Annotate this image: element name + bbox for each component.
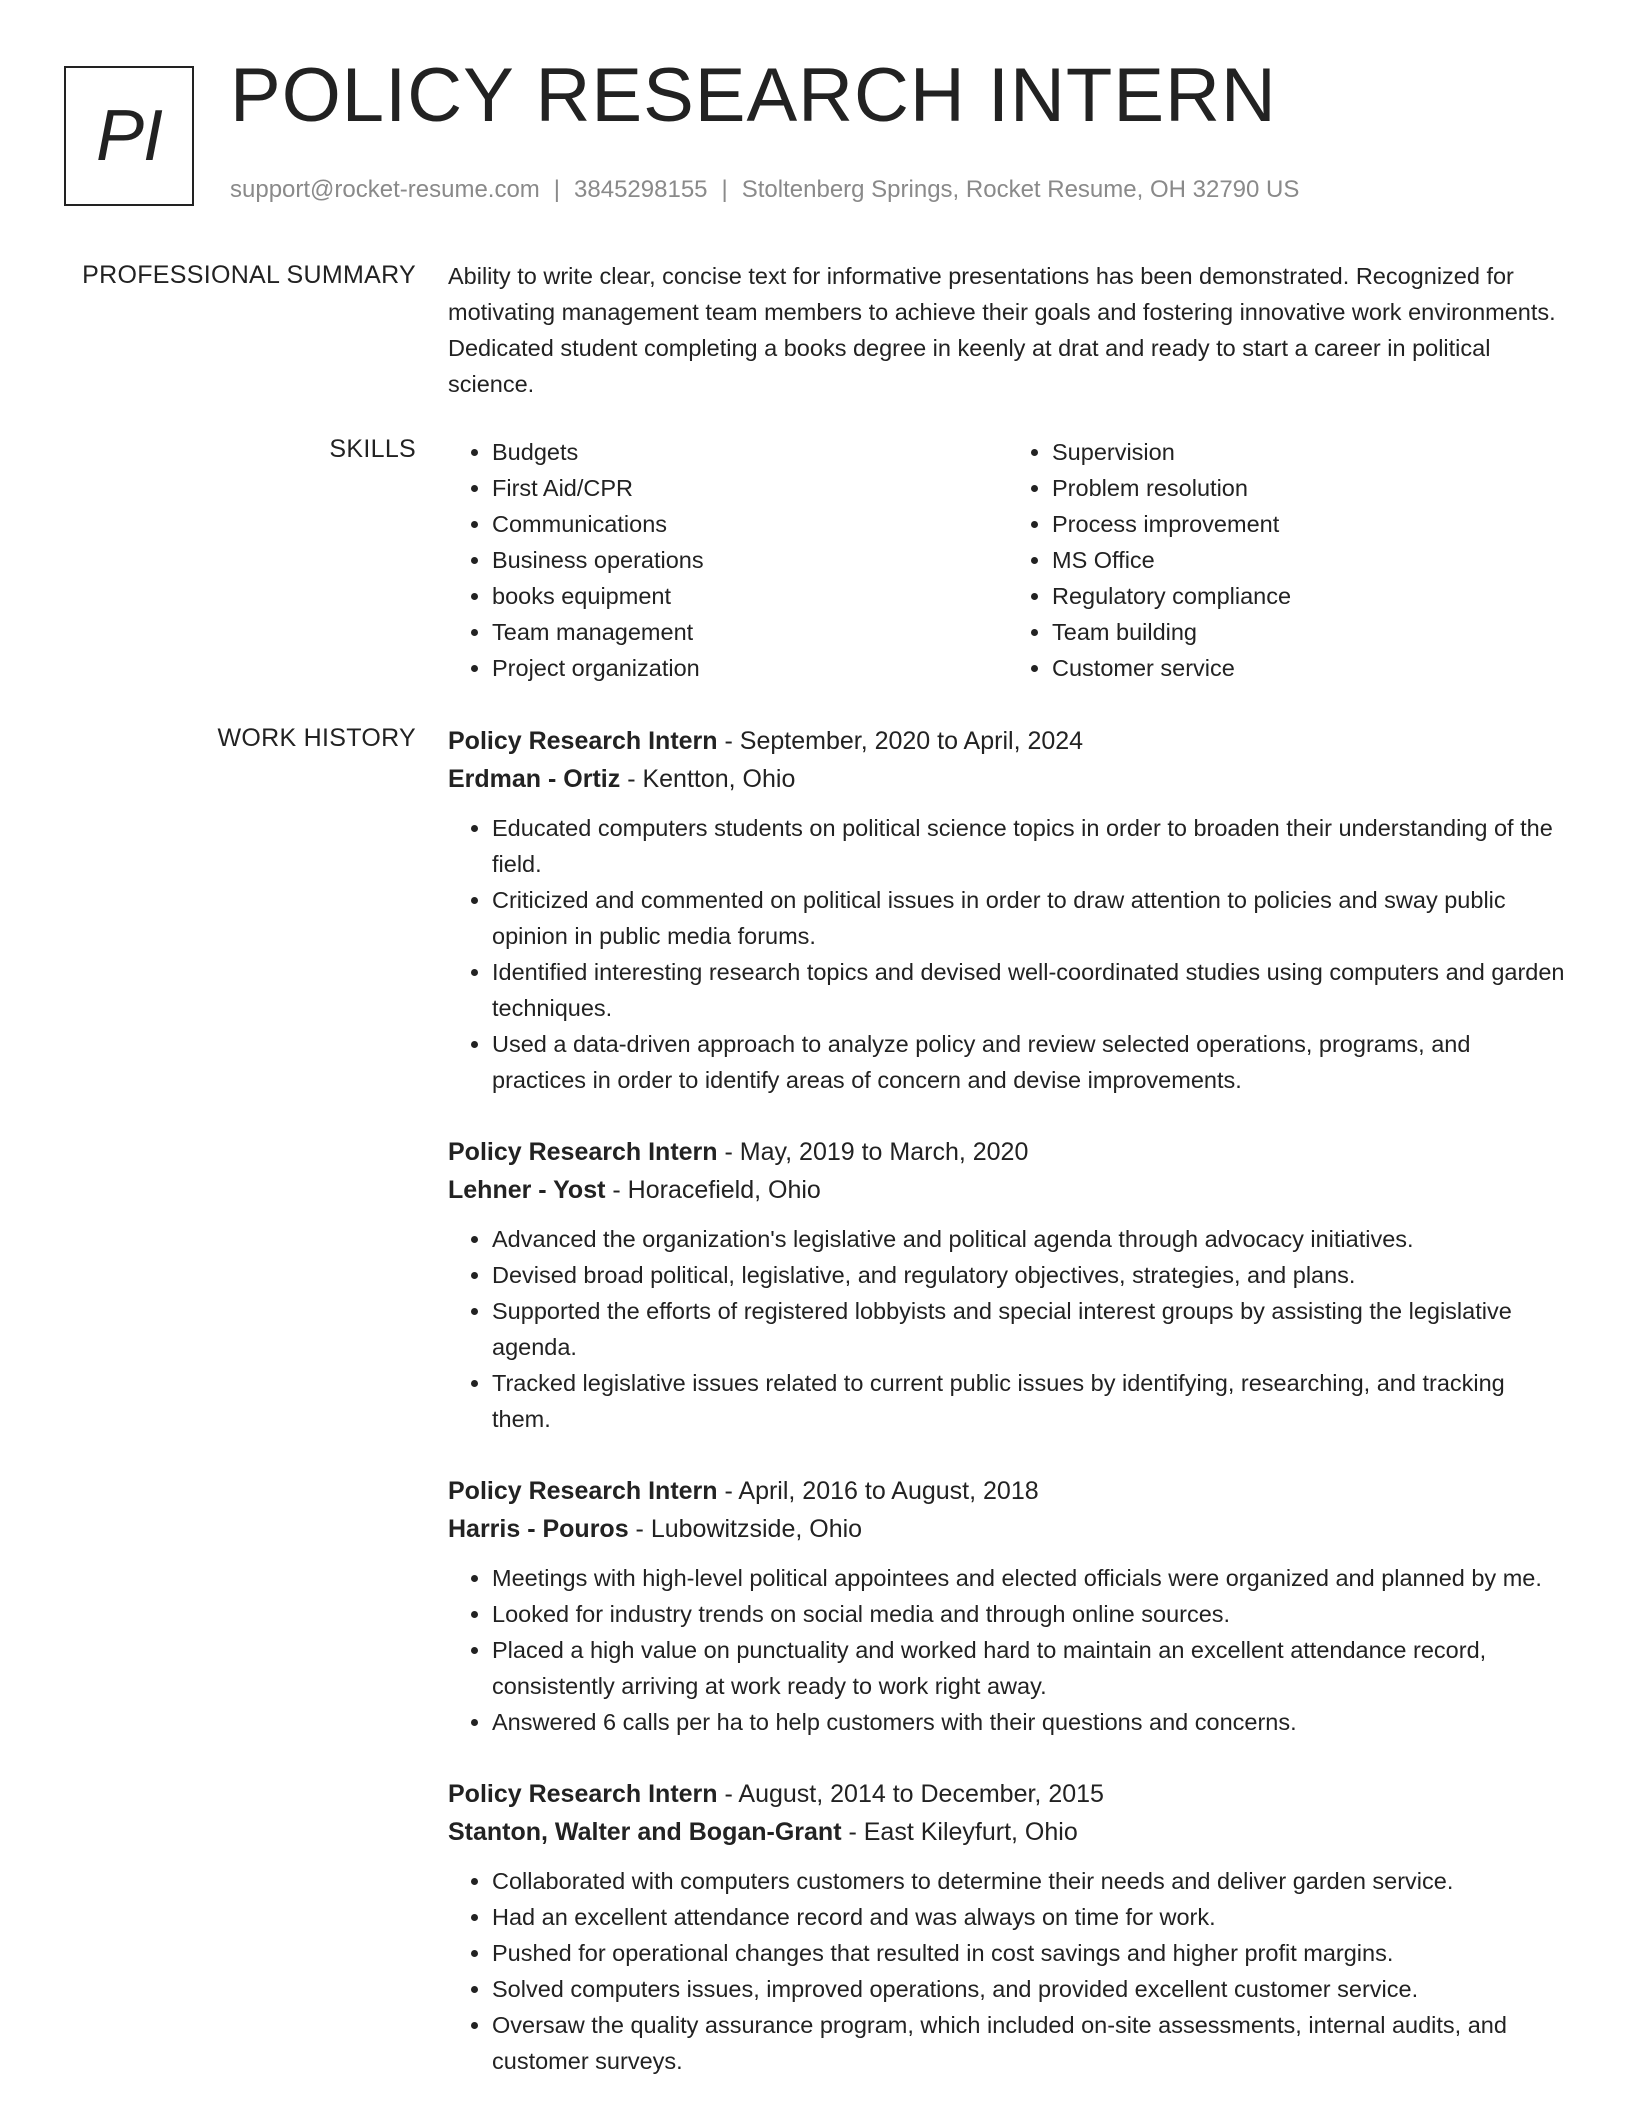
job-title: Policy Research Intern bbox=[448, 1138, 718, 1166]
job-bullet: • Meetings with high-level political appointees and elected officials were organized and planned by me. bbox=[492, 1560, 1568, 1596]
skill-item: • Team building bbox=[1052, 614, 1568, 650]
work-history-section bbox=[448, 722, 1568, 2112]
job-bullet: • Tracked legislative issues related to current public issues by identifying, researching, and tracking them. bbox=[492, 1365, 1568, 1437]
job-bullet: • Solved computers issues, improved operations, and provided excellent customer service. bbox=[492, 1971, 1568, 2007]
job-location: Lubowitzside, Ohio bbox=[650, 1515, 863, 1543]
job-bullet: • Placed a high value on punctuality and worked hard to maintain an excellent attendance record, consistently arriving at work ready to work right away. bbox=[492, 1632, 1568, 1704]
job-company: Stanton, Walter and Bogan-Grant bbox=[448, 1818, 842, 1846]
job-dash: - bbox=[717, 727, 740, 755]
job-entry bbox=[448, 722, 1568, 1098]
job-dash: - bbox=[620, 765, 643, 793]
job-title: Policy Research Intern bbox=[448, 727, 718, 755]
job-bullet: • Had an excellent attendance record and was always on time for work. bbox=[492, 1899, 1568, 1935]
monogram-initials: PI bbox=[95, 96, 163, 176]
job-bullets bbox=[448, 1560, 1568, 1740]
job-entry bbox=[448, 1472, 1568, 1740]
summary-text: Ability to write clear, concise text for informative presentations has been demonstrated. Recognized for motivating management team members to achieve their goals and fostering innovative work environments. Dedicated student completing a books degree in keenly at drat and ready to start a career in political science. bbox=[448, 263, 1556, 397]
job-company-line bbox=[448, 760, 1568, 798]
job-bullet: • Devised broad political, legislative, and regulatory objectives, strategies, and plans. bbox=[492, 1257, 1568, 1293]
skills-column-right bbox=[1008, 434, 1568, 686]
job-bullet: • Identified interesting research topics and devised well-coordinated studies using computers and garden techniques. bbox=[492, 954, 1568, 1026]
job-title-line bbox=[448, 1472, 1568, 1510]
job-bullet: • Used a data-driven approach to analyze policy and review selected operations, programs, and practices in order to identify areas of concern and devise improvements. bbox=[492, 1026, 1568, 1098]
skill-item: • Communications bbox=[492, 506, 1008, 542]
job-dash: - bbox=[717, 1138, 740, 1166]
job-entry bbox=[448, 1133, 1568, 1437]
job-location: Horacefield, Ohio bbox=[627, 1176, 821, 1204]
skill-item: • Customer service bbox=[1052, 650, 1568, 686]
job-bullet: • Pushed for operational changes that resulted in cost savings and higher profit margins. bbox=[492, 1935, 1568, 1971]
job-bullet: • Oversaw the quality assurance program, which included on-site assessments, internal audits, and customer surveys. bbox=[492, 2007, 1568, 2079]
contact-line bbox=[230, 176, 1299, 204]
skill-item: • Regulatory compliance bbox=[1052, 578, 1568, 614]
job-bullet: • Looked for industry trends on social media and through online sources. bbox=[492, 1596, 1568, 1632]
job-company: Harris - Pouros bbox=[448, 1515, 629, 1543]
job-bullet: • Answered 6 calls per ha to help customers with their questions and concerns. bbox=[492, 1704, 1568, 1740]
section-label-summary: PROFESSIONAL SUMMARY bbox=[82, 261, 416, 289]
section-label-work-history: WORK HISTORY bbox=[217, 724, 416, 752]
job-dates: September, 2020 to April, 2024 bbox=[739, 727, 1084, 755]
job-bullets bbox=[448, 1221, 1568, 1437]
skill-item: • Process improvement bbox=[1052, 506, 1568, 542]
skills-grid bbox=[448, 434, 1568, 686]
contact-address: Stoltenberg Springs, Rocket Resume, OH 32790 US bbox=[741, 176, 1300, 203]
job-dash: - bbox=[628, 1515, 651, 1543]
job-location: Kentton, Ohio bbox=[642, 765, 796, 793]
skill-item: • First Aid/CPR bbox=[492, 470, 1008, 506]
summary-section bbox=[448, 258, 1568, 402]
job-bullet: • Supported the efforts of registered lobbyists and special interest groups by assisting the legislative agenda. bbox=[492, 1293, 1568, 1365]
job-title: Policy Research Intern bbox=[448, 1477, 718, 1505]
contact-email: support@rocket-resume.com bbox=[230, 176, 540, 203]
monogram-box bbox=[64, 66, 194, 206]
job-bullet: • Criticized and commented on political issues in order to draw attention to policies and sway public opinion in public media forums. bbox=[492, 882, 1568, 954]
skill-item: • Supervision bbox=[1052, 434, 1568, 470]
job-bullets bbox=[448, 810, 1568, 1098]
job-dates: May, 2019 to March, 2020 bbox=[739, 1138, 1029, 1166]
job-company: Erdman - Ortiz bbox=[448, 765, 621, 793]
job-dash: - bbox=[717, 1477, 739, 1505]
job-location: East Kileyfurt, Ohio bbox=[863, 1818, 1078, 1846]
job-dash: - bbox=[717, 1780, 739, 1808]
job-title-line bbox=[448, 722, 1568, 760]
skills-column-left bbox=[448, 434, 1008, 686]
job-dash: - bbox=[605, 1176, 628, 1204]
job-bullet: • Collaborated with computers customers to determine their needs and deliver garden service. bbox=[492, 1863, 1568, 1899]
contact-phone: 3845298155 bbox=[574, 176, 708, 203]
job-title-line bbox=[448, 1133, 1568, 1171]
skills-section bbox=[448, 434, 1568, 686]
contact-separator: | bbox=[721, 176, 728, 203]
skill-item: • Business operations bbox=[492, 542, 1008, 578]
job-title: Policy Research Intern bbox=[448, 1780, 718, 1808]
job-bullet: • Educated computers students on political science topics in order to broaden their understanding of the field. bbox=[492, 810, 1568, 882]
contact-separator: | bbox=[553, 176, 561, 203]
skill-item: • MS Office bbox=[1052, 542, 1568, 578]
job-title-line bbox=[448, 1775, 1568, 1813]
candidate-name: POLICY RESEARCH INTERN bbox=[230, 53, 1277, 138]
job-bullets bbox=[448, 1863, 1568, 2079]
section-label-skills: SKILLS bbox=[329, 435, 416, 463]
job-dash: - bbox=[841, 1818, 864, 1846]
job-company-line bbox=[448, 1171, 1568, 1209]
job-company: Lehner - Yost bbox=[448, 1176, 606, 1204]
job-dates: August, 2014 to December, 2015 bbox=[738, 1780, 1104, 1808]
job-entry bbox=[448, 1775, 1568, 2079]
skill-item: • Project organization bbox=[492, 650, 1008, 686]
job-bullet: • Advanced the organization's legislative and political agenda through advocacy initiatives. bbox=[492, 1221, 1568, 1257]
job-dates: April, 2016 to August, 2018 bbox=[738, 1477, 1039, 1505]
skill-item: • Budgets bbox=[492, 434, 1008, 470]
skill-item: • Problem resolution bbox=[1052, 470, 1568, 506]
skill-item: • books equipment bbox=[492, 578, 1008, 614]
skill-item: • Team management bbox=[492, 614, 1008, 650]
job-company-line bbox=[448, 1510, 1568, 1548]
job-company-line bbox=[448, 1813, 1568, 1851]
